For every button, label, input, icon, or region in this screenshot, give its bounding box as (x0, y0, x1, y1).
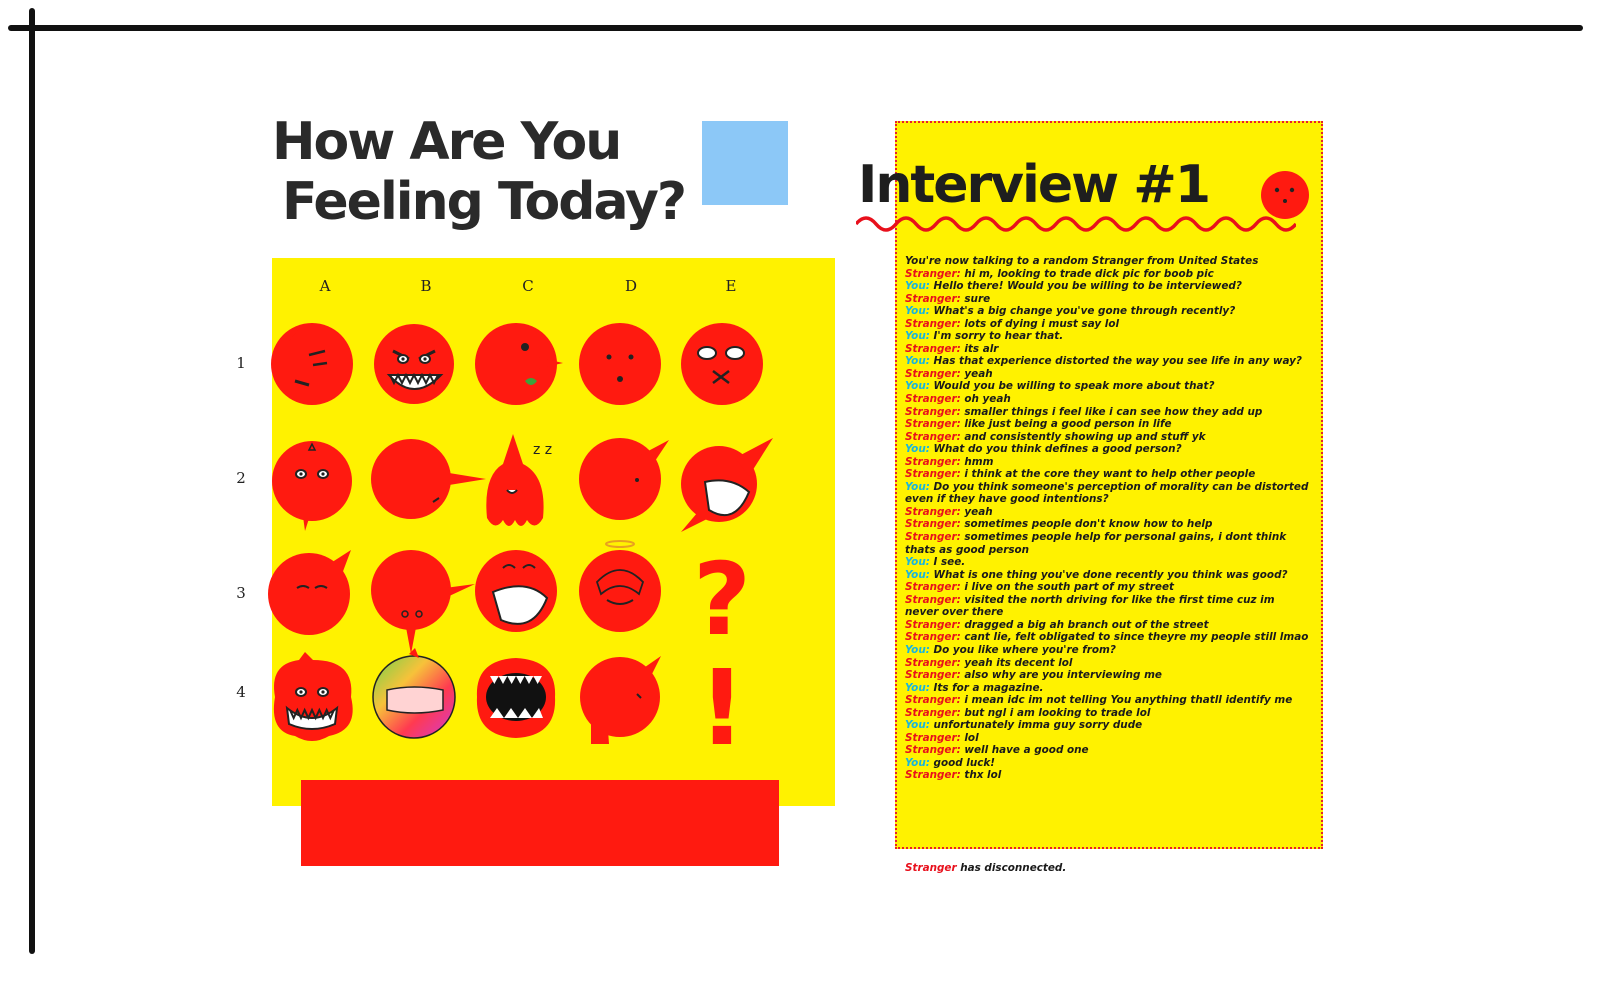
interview-title: Interview #1 (858, 155, 1210, 215)
chat-speaker: You (905, 355, 926, 368)
chat-line (905, 481, 1310, 506)
chat-speaker-colon: : (956, 731, 961, 744)
grinning-devil-face-icon (371, 321, 457, 407)
laughing-face-icon (473, 548, 559, 634)
chat-speaker: Stranger (905, 405, 957, 418)
chat-speaker: Stranger (905, 593, 957, 606)
chat-text: dragged a big ah branch out of the street (960, 618, 1209, 631)
chat-line (905, 669, 1310, 682)
chat-text: and consistently showing up and stuff yk (960, 430, 1206, 443)
chat-speaker-colon: : (925, 380, 930, 393)
chat-speaker: You (905, 280, 926, 293)
chat-text: sure (960, 292, 991, 305)
chat-text: lol (960, 731, 979, 744)
chat-text: Its for a magazine. (929, 681, 1044, 694)
chat-speaker-colon: : (925, 681, 930, 694)
chat-speaker: You (905, 305, 926, 318)
chat-speaker-colon: : (925, 756, 930, 769)
sleeping-face-icon (473, 436, 559, 522)
frowning-face-icon (269, 548, 355, 634)
chat-speaker: Stranger (905, 393, 957, 406)
chat-text: Do you think someone's perception of morality can be distorted even if they have good intentions? (905, 480, 1309, 506)
chat-text: yeah (960, 505, 993, 518)
chat-line (905, 343, 1310, 356)
furious-face-icon (269, 654, 355, 740)
chat-speaker-colon: : (925, 480, 930, 493)
chat-text: sometimes people don't know how to help (960, 518, 1213, 531)
chat-text: Do you like where you're from? (929, 643, 1116, 656)
chat-text: hmm (960, 455, 994, 468)
chat-text: good luck! (929, 756, 996, 769)
chat-text: Has that experience distorted the way you see life in any way? (929, 355, 1302, 368)
chat-text: What is one thing you've done recently you think was good? (929, 568, 1288, 581)
chat-line (905, 732, 1310, 745)
long-nose-face-icon (371, 436, 457, 522)
column-label-c: C (522, 277, 534, 295)
chat-line (905, 694, 1310, 707)
chat-speaker-colon: : (956, 393, 961, 406)
chat-speaker-colon: : (956, 518, 961, 531)
chat-speaker: You (905, 556, 926, 569)
chat-text: What's a big change you've gone through recently? (929, 305, 1236, 318)
chat-speaker-colon: : (956, 593, 961, 606)
chat-line (905, 619, 1310, 632)
chat-speaker: Stranger (905, 694, 957, 707)
chat-speaker: Stranger (905, 430, 957, 443)
chat-speaker: Stranger (905, 518, 957, 531)
chat-line (905, 431, 1310, 444)
chat-text: I'm sorry to hear that. (929, 330, 1064, 343)
chat-speaker: Stranger (905, 505, 957, 518)
chat-line (905, 769, 1310, 782)
chat-line (905, 581, 1310, 594)
exclamation-mark-icon (679, 647, 765, 769)
chat-line (905, 569, 1310, 582)
chat-speaker-colon: : (956, 744, 961, 757)
chat-speaker-colon: : (925, 643, 930, 656)
title-line-2: Feeling Today? (282, 172, 686, 232)
chat-speaker-colon: : (956, 631, 961, 644)
screaming-mouth-face-icon (473, 654, 559, 740)
title-line-1: How Are You (272, 112, 621, 172)
chat-speaker: You (905, 568, 926, 581)
chat-text: oh yeah (960, 393, 1011, 406)
chat-speaker: Stranger (905, 455, 957, 468)
top-border-line (8, 25, 1583, 31)
chat-speaker: Stranger (905, 317, 957, 330)
chat-line (905, 443, 1310, 456)
chat-speaker: You (905, 443, 926, 456)
chat-line (905, 644, 1310, 657)
chat-speaker-colon: : (956, 656, 961, 669)
chat-line (905, 744, 1310, 757)
chat-speaker: You (905, 380, 926, 393)
long-nose-down-face-icon (371, 548, 457, 634)
chat-speaker-colon: : (956, 706, 961, 719)
chat-speaker-colon: : (956, 505, 961, 518)
chat-line (905, 355, 1310, 368)
chat-line (905, 280, 1310, 293)
chat-speaker: Stranger (905, 531, 957, 544)
chat-speaker: You (905, 480, 926, 493)
blue-square-decoration (702, 121, 788, 205)
chat-speaker-colon: : (925, 568, 930, 581)
chat-line (905, 368, 1310, 381)
row-label-1: 1 (236, 354, 246, 372)
chat-line (905, 719, 1310, 732)
chat-text: well have a good one (960, 744, 1089, 757)
chat-text: sometimes people help for personal gains, i dont think thats as good person (905, 531, 1287, 556)
chat-line (905, 518, 1310, 531)
chat-line (905, 418, 1310, 431)
row-label-3: 3 (236, 584, 246, 602)
chat-speaker: Stranger (905, 342, 957, 355)
chat-line (905, 631, 1310, 644)
chat-speaker: You (905, 681, 926, 694)
chat-speaker-colon: : (925, 556, 930, 569)
chat-speaker-colon: : (925, 330, 930, 343)
column-label-d: D (624, 277, 638, 295)
chat-text: yeah its decent lol (960, 656, 1073, 669)
chat-line (905, 506, 1310, 519)
chat-text: cant lie, felt obligated to since theyre my people still lmao (960, 631, 1309, 644)
chat-text: smaller things i feel like i can see how they add up (960, 405, 1263, 418)
column-label-a: A (319, 277, 331, 295)
wavy-underline (856, 212, 1296, 236)
chat-speaker-colon: : (956, 342, 961, 355)
chat-text: lots of dying i must say lol (960, 317, 1120, 330)
row-label-4: 4 (236, 683, 246, 701)
chat-line (905, 468, 1310, 481)
chat-text: Would you be willing to speak more about that? (929, 380, 1215, 393)
pointy-nose-face-icon (577, 436, 663, 522)
chat-speaker-colon: : (956, 468, 961, 481)
chat-speaker: Stranger (905, 367, 957, 380)
annoyed-face-icon (269, 436, 355, 522)
chat-speaker: Stranger (905, 631, 957, 644)
disconnect-text: has disconnected. (956, 862, 1067, 874)
chat-speaker: Stranger (905, 706, 957, 719)
chat-line (905, 293, 1310, 306)
disconnect-notice (905, 862, 1066, 874)
chat-text: thx lol (960, 769, 1002, 782)
chat-line (905, 707, 1310, 720)
chat-speaker-colon: : (956, 292, 961, 305)
chat-line (905, 318, 1310, 331)
column-label-b: B (420, 277, 432, 295)
chat-text: like just being a good person in life (960, 418, 1172, 431)
chat-speaker: Stranger (905, 656, 957, 669)
chat-line (905, 594, 1310, 619)
chat-speaker-colon: : (925, 305, 930, 318)
page-title (272, 112, 685, 232)
big-grin-face-icon (679, 436, 765, 522)
chat-text: i mean idc im not telling You anything thatll identify me (960, 694, 1293, 707)
row-label-2: 2 (236, 469, 246, 487)
chat-line (905, 393, 1310, 406)
svg-text:z z: z z (533, 442, 553, 458)
chat-speaker: You (905, 719, 926, 732)
chat-text: i think at the core they want to help other people (960, 468, 1256, 481)
chat-speaker-colon: : (956, 455, 961, 468)
chat-text: also why are you interviewing me (960, 669, 1162, 682)
chat-speaker-colon: : (956, 694, 961, 707)
chat-text: visited the north driving for like the first time cuz im never over there (905, 593, 1275, 619)
chat-speaker-colon: : (925, 443, 930, 456)
chat-speaker: Stranger (905, 418, 957, 431)
chat-speaker-colon: : (925, 719, 930, 732)
chat-text: You're now talking to a random Stranger from United States (905, 255, 1259, 267)
chat-line (905, 531, 1310, 556)
red-answer-bar (301, 780, 779, 866)
chat-line (905, 380, 1310, 393)
chat-line (905, 556, 1310, 569)
chat-line (905, 255, 1310, 268)
chat-text: but ngl i am looking to trade lol (960, 706, 1151, 719)
chat-speaker: You (905, 643, 926, 656)
chat-line (905, 682, 1310, 695)
chat-speaker-colon: : (956, 405, 961, 418)
chat-speaker-colon: : (956, 430, 961, 443)
chat-line (905, 268, 1310, 281)
chat-line (905, 657, 1310, 670)
chat-speaker: Stranger (905, 292, 957, 305)
svg-text:?: ? (692, 541, 752, 658)
chat-speaker: Stranger (905, 769, 957, 782)
thumbs-face-icon (577, 654, 663, 740)
surprised-face-icon (1260, 170, 1310, 220)
chat-speaker-colon: : (956, 267, 961, 280)
chat-speaker: Stranger (905, 581, 957, 594)
angel-face-icon (577, 548, 663, 634)
chat-speaker-colon: : (956, 367, 961, 380)
lipstick-face-icon (473, 321, 559, 407)
sealed-lips-face-icon (679, 321, 765, 407)
chat-speaker: Stranger (905, 669, 957, 682)
question-mark-icon (679, 541, 765, 658)
chat-speaker-colon: : (956, 769, 961, 782)
chat-text: Hello there! Would you be willing to be interviewed? (929, 280, 1242, 293)
chat-speaker-colon: : (956, 581, 961, 594)
chat-speaker-colon: : (925, 355, 930, 368)
chat-line (905, 456, 1310, 469)
angry-face-icon (269, 321, 355, 407)
chat-speaker-colon: : (956, 418, 961, 431)
column-label-e: E (725, 277, 737, 295)
chat-line (905, 330, 1310, 343)
chat-speaker-colon: : (956, 317, 961, 330)
rainbow-face-icon (371, 654, 457, 740)
chat-line (905, 406, 1310, 419)
surprised-face-icon (577, 321, 663, 407)
chat-speaker-colon: : (956, 531, 961, 544)
chat-speaker: Stranger (905, 618, 957, 631)
chat-speaker: You (905, 330, 926, 343)
chat-speaker: You (905, 756, 926, 769)
svg-text:!: ! (698, 647, 746, 769)
chat-text: yeah (960, 367, 993, 380)
disconnect-speaker: Stranger (905, 862, 957, 874)
chat-line (905, 757, 1310, 770)
left-border-line (29, 8, 35, 954)
chat-text: I see. (929, 556, 966, 569)
chat-line (905, 305, 1310, 318)
chat-speaker: Stranger (905, 468, 957, 481)
chat-speaker-colon: : (925, 280, 930, 293)
chat-transcript (905, 255, 1310, 782)
chat-speaker-colon: : (956, 669, 961, 682)
chat-text: i live on the south part of my street (960, 581, 1174, 594)
chat-speaker: Stranger (905, 731, 957, 744)
chat-speaker: Stranger (905, 744, 957, 757)
chat-text: unfortunately imma guy sorry dude (929, 719, 1143, 732)
chat-speaker-colon: : (956, 618, 961, 631)
chat-speaker: Stranger (905, 267, 957, 280)
chat-text: What do you think defines a good person? (929, 443, 1182, 456)
chat-text: its alr (960, 342, 999, 355)
chat-text: hi m, looking to trade dick pic for boob pic (960, 267, 1214, 280)
